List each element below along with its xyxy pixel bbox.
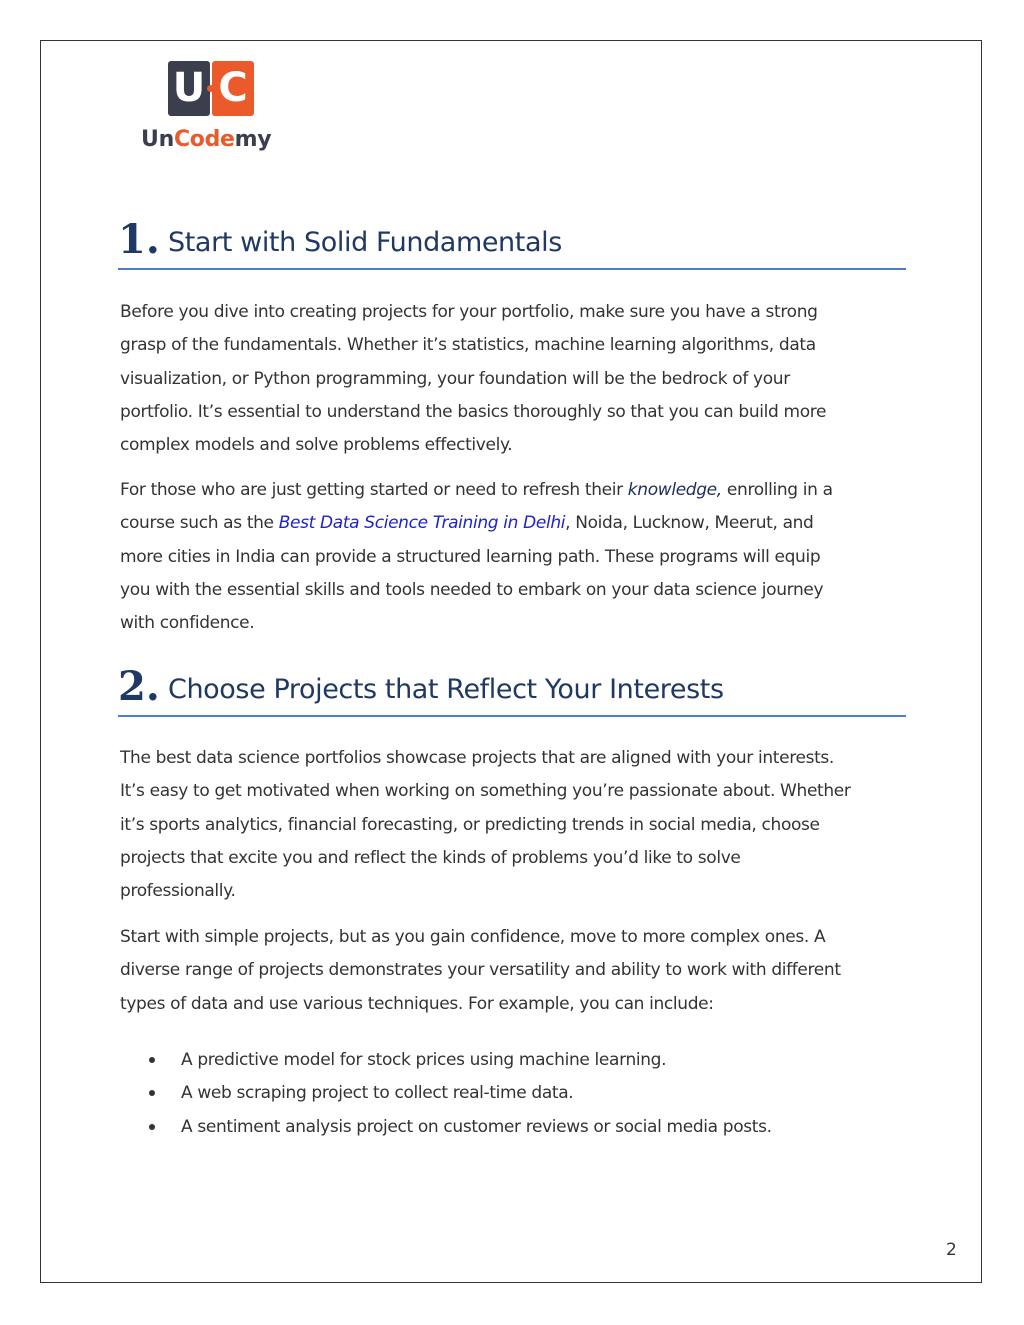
text-line <box>120 474 900 507</box>
text-line: portfolio. It’s essential to understand the basics thoroughly so that you can build more <box>120 401 827 422</box>
text-line: complex models and solve problems effectively. <box>120 435 513 456</box>
logo-word-my: my <box>234 127 272 152</box>
paragraph-training <box>120 474 900 640</box>
logo-letter-c: C <box>212 61 254 116</box>
text-line: diverse range of projects demonstrates your versatility and ability to work with different <box>120 960 841 981</box>
paragraph-fundamentals <box>120 296 900 462</box>
page-number: 2 <box>946 1240 957 1260</box>
section-number: 2. <box>118 663 160 710</box>
bullet-icon <box>149 1124 155 1130</box>
text-line: professionally. <box>120 881 236 902</box>
list-item <box>120 1111 900 1144</box>
text-line <box>120 507 900 540</box>
section-number: 1. <box>118 216 160 263</box>
text-segment: For those who are just getting started or need to refresh their <box>120 480 628 500</box>
logo-word-code: Code <box>173 127 235 152</box>
text-line: The best data science portfolios showcase projects that are aligned with your interests. <box>120 748 834 768</box>
text-line: It’s easy to get motivated when working on something you’re passionate about. Whether <box>120 781 851 802</box>
emphasis-knowledge: knowledge, <box>627 480 722 500</box>
text-segment: enrolling in a <box>721 480 833 500</box>
text-line: Start with simple projects, but as you gain confidence, move to more complex ones. A <box>120 927 826 947</box>
text-line: types of data and use various techniques. For example, you can include: <box>120 993 714 1014</box>
text-line: projects that excite you and reflect the kinds of problems you’d like to solve <box>120 847 741 868</box>
text-segment: , Noida, Lucknow, Meerut, and <box>565 513 814 534</box>
logo-word-un: Un <box>141 127 174 152</box>
text-line: visualization, or Python programming, your foundation will be the bedrock of your <box>120 368 790 389</box>
list-item-text: A sentiment analysis project on customer reviews or social media posts. <box>181 1116 772 1137</box>
list-item-text: A web scraping project to collect real-time data. <box>181 1083 574 1104</box>
project-examples-list <box>120 1044 900 1144</box>
training-link[interactable]: Best Data Science Training in Delhi <box>278 513 566 534</box>
text-line: more cities in India can provide a structured learning path. These programs will equip <box>120 546 821 567</box>
paragraph-project-range <box>120 921 900 1021</box>
section-heading-2 <box>118 663 906 717</box>
text-line: Before you dive into creating projects for your portfolio, make sure you have a strong <box>120 302 818 322</box>
list-item <box>120 1077 900 1110</box>
bullet-icon <box>149 1090 155 1096</box>
uncodemy-logo <box>127 61 287 156</box>
section-title: Start with Solid Fundamentals <box>168 227 562 258</box>
section-title: Choose Projects that Reflect Your Interests <box>168 674 724 705</box>
logo-letter-u: U <box>168 61 210 116</box>
section-heading-1 <box>118 216 906 270</box>
text-line: with confidence. <box>120 613 255 634</box>
list-item <box>120 1044 900 1077</box>
paragraph-interests <box>120 742 900 908</box>
list-item-text: A predictive model for stock prices using machine learning. <box>181 1050 667 1070</box>
text-line: grasp of the fundamentals. Whether it’s statistics, machine learning algorithms, data <box>120 335 816 356</box>
text-line: it’s sports analytics, financial forecasting, or predicting trends in social media, choose <box>120 814 820 835</box>
text-line: you with the essential skills and tools needed to embark on your data science journey <box>120 579 824 600</box>
text-segment: course such as the <box>120 513 279 534</box>
logo-wordmark <box>141 127 271 152</box>
bullet-icon <box>149 1057 155 1063</box>
